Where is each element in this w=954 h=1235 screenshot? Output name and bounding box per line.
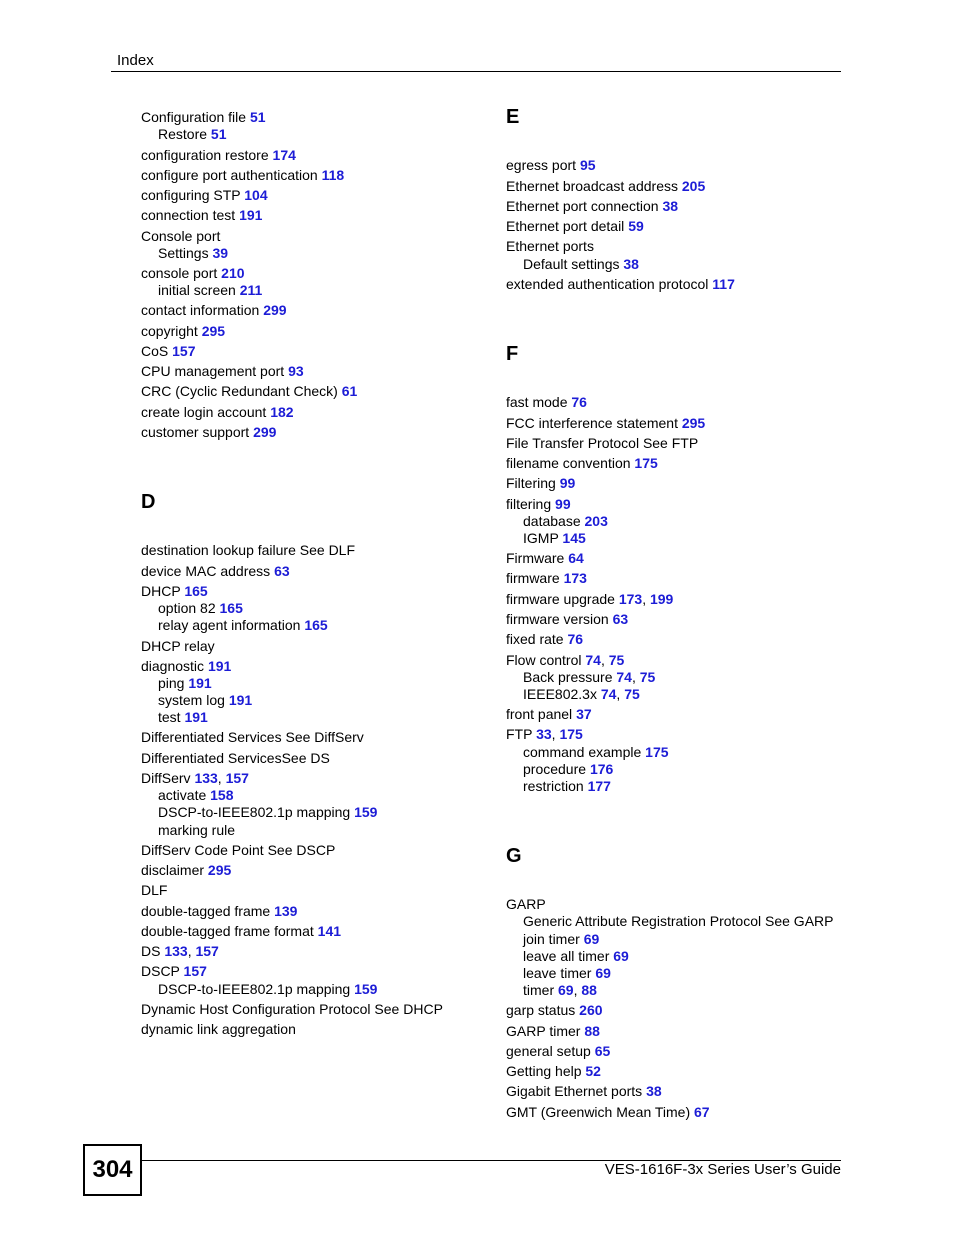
index-entry bbox=[141, 383, 357, 400]
index-entry bbox=[141, 658, 231, 675]
index-term: DSCP-to-IEEE802.1p mapping bbox=[158, 981, 351, 997]
index-entry bbox=[506, 1063, 601, 1080]
index-term: double-tagged frame format bbox=[141, 923, 314, 939]
index-term: Differentiated ServicesSee DS bbox=[141, 750, 330, 766]
index-subentry bbox=[506, 965, 611, 982]
page-link[interactable]: 211 bbox=[239, 282, 263, 298]
index-entry bbox=[141, 109, 266, 126]
index-subentry: timer 69, 88 bbox=[523, 982, 597, 998]
index-term: customer support bbox=[141, 424, 250, 440]
index-term: fixed rate bbox=[506, 631, 564, 647]
index-subentry bbox=[141, 692, 252, 709]
index-term: leave timer bbox=[523, 965, 592, 981]
page-link[interactable]: 67 bbox=[694, 1104, 710, 1120]
index-term: DHCP relay bbox=[141, 638, 215, 654]
index-term: configure port authentication bbox=[141, 167, 318, 183]
index-subentry bbox=[141, 617, 328, 634]
index-term: CoS bbox=[141, 343, 169, 359]
index-term: restriction bbox=[523, 778, 584, 794]
index-term: test bbox=[158, 709, 181, 725]
page-link[interactable]: 75 bbox=[624, 686, 640, 702]
index-term: timer bbox=[523, 982, 555, 998]
page-link[interactable]: 157 bbox=[225, 770, 249, 786]
index-entry bbox=[141, 729, 364, 746]
index-term: initial screen bbox=[158, 282, 236, 298]
index-entry bbox=[506, 706, 592, 723]
index-subentry bbox=[141, 709, 208, 726]
index-term: front panel bbox=[506, 706, 573, 722]
page-link[interactable]: 69 bbox=[613, 948, 629, 964]
page-link[interactable]: 157 bbox=[172, 343, 196, 359]
page-link[interactable]: 39 bbox=[212, 245, 229, 261]
page-link[interactable]: 191 bbox=[228, 692, 253, 708]
index-entry bbox=[141, 167, 344, 184]
page-link[interactable]: 74 bbox=[600, 686, 617, 702]
index-term: Firmware bbox=[506, 550, 565, 566]
page-link[interactable]: 133 bbox=[164, 943, 188, 959]
index-term: console port bbox=[141, 265, 218, 281]
page-link[interactable]: 175 bbox=[634, 455, 658, 471]
index-entry bbox=[506, 631, 583, 648]
index-entry bbox=[506, 896, 546, 913]
page-link[interactable]: 165 bbox=[304, 617, 328, 633]
index-term: activate bbox=[158, 787, 207, 803]
index-entry: Flow control 74, 75 bbox=[506, 652, 625, 668]
page-number: 304 bbox=[83, 1144, 142, 1196]
page-link[interactable]: 177 bbox=[587, 778, 611, 794]
page-link[interactable]: 64 bbox=[568, 550, 584, 566]
index-entry bbox=[506, 276, 735, 293]
page-link[interactable]: 63 bbox=[612, 611, 629, 627]
index-term: Settings bbox=[158, 245, 209, 261]
index-term: Default settings bbox=[523, 256, 620, 272]
index-entry bbox=[506, 394, 587, 411]
index-term: relay agent information bbox=[158, 617, 301, 633]
index-subentry bbox=[141, 981, 377, 998]
index-entry bbox=[506, 157, 596, 174]
index-term: database bbox=[523, 513, 581, 529]
page-link[interactable]: 295 bbox=[681, 415, 706, 431]
index-term: double-tagged frame bbox=[141, 903, 271, 919]
index-term: Ethernet port detail bbox=[506, 218, 625, 234]
page-link[interactable]: 95 bbox=[579, 157, 596, 173]
page-link[interactable]: 299 bbox=[263, 302, 287, 318]
index-term: Generic Attribute Registration Protocol See GARP bbox=[523, 913, 834, 929]
page-link[interactable]: 33 bbox=[536, 726, 552, 742]
index-term: create login account bbox=[141, 404, 267, 420]
index-subentry: Back pressure 74, 75 bbox=[523, 669, 656, 685]
index-term: diagnostic bbox=[141, 658, 205, 674]
index-term: filtering bbox=[506, 496, 552, 512]
index-entry bbox=[141, 207, 262, 224]
index-term: CRC (Cyclic Redundant Check) bbox=[141, 383, 338, 399]
index-subentry bbox=[141, 282, 262, 299]
index-entry bbox=[141, 903, 297, 920]
index-term: GARP timer bbox=[506, 1023, 581, 1039]
page-link[interactable]: 199 bbox=[649, 591, 674, 607]
index-entry bbox=[141, 343, 195, 360]
index-term: device MAC address bbox=[141, 563, 271, 579]
index-subentry bbox=[506, 256, 639, 273]
index-subentry bbox=[506, 744, 669, 761]
index-term: leave all timer bbox=[523, 948, 610, 964]
index-term: File Transfer Protocol See FTP bbox=[506, 435, 699, 451]
index-term: configuration restore bbox=[141, 147, 269, 163]
index-entry: DS 133, 157 bbox=[141, 943, 219, 959]
index-entry bbox=[141, 882, 167, 899]
page-link[interactable]: 65 bbox=[594, 1043, 611, 1059]
index-term: Console port bbox=[141, 228, 221, 244]
index-entry bbox=[141, 1021, 296, 1038]
page-link[interactable]: 88 bbox=[584, 1023, 600, 1039]
index-term: contact information bbox=[141, 302, 260, 318]
index-term: Ethernet port connection bbox=[506, 198, 659, 214]
index-entry bbox=[141, 750, 330, 767]
index-term: extended authentication protocol bbox=[506, 276, 709, 292]
page-link[interactable]: 191 bbox=[188, 675, 212, 691]
page-link[interactable]: 175 bbox=[559, 726, 583, 742]
page-link[interactable]: 52 bbox=[585, 1063, 601, 1079]
page-header-title: Index bbox=[117, 52, 154, 69]
page-link[interactable]: 182 bbox=[270, 404, 294, 420]
index-entry bbox=[141, 323, 225, 340]
page-link[interactable]: 99 bbox=[559, 475, 576, 491]
page-link[interactable]: 175 bbox=[645, 744, 669, 760]
index-entry bbox=[141, 228, 220, 245]
header-rule bbox=[111, 71, 841, 72]
index-entry bbox=[506, 1083, 662, 1100]
index-subentry bbox=[141, 787, 234, 804]
index-term: Ethernet broadcast address bbox=[506, 178, 678, 194]
index-term: dynamic link aggregation bbox=[141, 1021, 296, 1037]
index-entry bbox=[506, 611, 628, 628]
index-term: Getting help bbox=[506, 1063, 582, 1079]
index-term: Dynamic Host Configuration Protocol See DHCP bbox=[141, 1001, 443, 1017]
page-link[interactable]: 260 bbox=[579, 1002, 603, 1018]
page-link[interactable]: 157 bbox=[183, 963, 207, 979]
index-term: IGMP bbox=[523, 530, 559, 546]
index-entry bbox=[506, 570, 587, 587]
index-term: procedure bbox=[523, 761, 587, 777]
index-term: configuring STP bbox=[141, 187, 241, 203]
page-link[interactable]: 37 bbox=[576, 706, 592, 722]
index-entry bbox=[141, 1001, 443, 1018]
index-entry bbox=[141, 842, 335, 859]
page-link[interactable]: 173 bbox=[618, 591, 643, 607]
page-link[interactable]: 118 bbox=[321, 167, 345, 183]
index-term: DSCP bbox=[141, 963, 180, 979]
index-entry bbox=[506, 238, 594, 255]
index-term: command example bbox=[523, 744, 642, 760]
index-term: Differentiated Services See DiffServ bbox=[141, 729, 364, 745]
index-term: egress port bbox=[506, 157, 577, 173]
page-link[interactable]: 38 bbox=[662, 198, 679, 214]
page-link[interactable]: 69 bbox=[558, 982, 574, 998]
page-link[interactable]: 141 bbox=[317, 923, 342, 939]
index-subentry bbox=[141, 126, 227, 143]
index-entry bbox=[141, 563, 290, 580]
index-term: DS bbox=[141, 943, 161, 959]
page-link[interactable]: 295 bbox=[207, 862, 232, 878]
page-link[interactable]: 210 bbox=[221, 265, 245, 281]
page-link[interactable]: 88 bbox=[581, 982, 597, 998]
index-term: firmware upgrade bbox=[506, 591, 615, 607]
index-subentry bbox=[506, 530, 586, 547]
page-link[interactable]: 51 bbox=[210, 126, 227, 142]
page-link[interactable]: 157 bbox=[195, 943, 219, 959]
index-term: CPU management port bbox=[141, 363, 285, 379]
index-entry bbox=[506, 455, 658, 472]
index-term: disclaimer bbox=[141, 862, 205, 878]
index-entry bbox=[506, 1002, 603, 1019]
index-entry bbox=[506, 475, 575, 492]
index-term: option 82 bbox=[158, 600, 216, 616]
page-link[interactable]: 117 bbox=[712, 276, 735, 292]
section-letter: F bbox=[506, 343, 519, 365]
index-entry bbox=[506, 1023, 600, 1040]
page-link[interactable]: 191 bbox=[239, 207, 263, 223]
index-term: DLF bbox=[141, 882, 168, 898]
index-term: Configuration file bbox=[141, 109, 247, 125]
page-link[interactable]: 38 bbox=[646, 1083, 662, 1099]
index-term: firmware version bbox=[506, 611, 609, 627]
page-link[interactable]: 165 bbox=[219, 600, 243, 616]
index-entry bbox=[506, 415, 705, 432]
index-subentry bbox=[141, 245, 228, 262]
index-term: general setup bbox=[506, 1043, 591, 1059]
index-entry bbox=[506, 1104, 710, 1121]
index-entry bbox=[506, 1043, 610, 1060]
index-entry bbox=[141, 302, 287, 319]
index-entry: FTP 33, 175 bbox=[506, 726, 583, 742]
page-link[interactable]: 74 bbox=[585, 652, 601, 668]
index-entry bbox=[506, 496, 571, 513]
page-link[interactable]: 99 bbox=[555, 496, 571, 512]
index-term: Gigabit Ethernet ports bbox=[506, 1083, 643, 1099]
index-term: filename convention bbox=[506, 455, 631, 471]
page-link[interactable]: 145 bbox=[562, 530, 586, 546]
index-term: copyright bbox=[141, 323, 198, 339]
index-entry bbox=[141, 187, 268, 204]
index-entry bbox=[141, 424, 276, 441]
index-term: Restore bbox=[158, 126, 208, 142]
index-subentry bbox=[506, 931, 599, 948]
index-term: GMT (Greenwich Mean Time) bbox=[506, 1104, 691, 1120]
index-entry bbox=[506, 218, 644, 235]
guide-title: VES-1616F-3x Series User’s Guide bbox=[604, 1161, 841, 1178]
index-entry: firmware upgrade 173, 199 bbox=[506, 591, 674, 607]
index-subentry bbox=[141, 600, 243, 617]
index-entry bbox=[141, 963, 207, 980]
section-letter: E bbox=[506, 106, 520, 128]
index-term: DiffServ Code Point See DSCP bbox=[141, 842, 336, 858]
page-link[interactable]: 133 bbox=[194, 770, 218, 786]
index-entry bbox=[141, 404, 294, 421]
index-entry bbox=[141, 147, 296, 164]
page-link[interactable]: 63 bbox=[274, 563, 290, 579]
index-term: IEEE802.3x bbox=[523, 686, 597, 702]
index-subentry bbox=[506, 913, 833, 930]
index-subentry bbox=[141, 804, 377, 821]
page-link[interactable]: 38 bbox=[623, 256, 639, 272]
index-term: fast mode bbox=[506, 394, 568, 410]
index-term: firmware bbox=[506, 570, 560, 586]
page-link[interactable]: 159 bbox=[354, 804, 378, 820]
index-term: GARP bbox=[506, 896, 546, 912]
index-term: Back pressure bbox=[523, 669, 613, 685]
index-term: DSCP-to-IEEE802.1p mapping bbox=[158, 804, 351, 820]
index-term: system log bbox=[158, 692, 225, 708]
index-subentry bbox=[506, 778, 611, 795]
index-entry bbox=[141, 265, 245, 282]
index-subentry bbox=[506, 761, 613, 778]
index-term: FTP bbox=[506, 726, 533, 742]
page-link[interactable]: 76 bbox=[571, 394, 587, 410]
index-term: Flow control bbox=[506, 652, 582, 668]
page-link[interactable]: 104 bbox=[244, 187, 268, 203]
page-link[interactable]: 75 bbox=[608, 652, 625, 668]
page-link[interactable]: 69 bbox=[583, 931, 600, 947]
page-link[interactable]: 61 bbox=[341, 383, 358, 399]
index-term: ping bbox=[158, 675, 185, 691]
index-term: marking rule bbox=[158, 822, 236, 838]
page-link[interactable]: 191 bbox=[184, 709, 208, 725]
page-link[interactable]: 75 bbox=[639, 669, 656, 685]
page-link[interactable]: 295 bbox=[201, 323, 226, 339]
page-link[interactable]: 59 bbox=[628, 218, 644, 234]
page-link[interactable]: 205 bbox=[681, 178, 706, 194]
index-subentry: IEEE802.3x 74, 75 bbox=[523, 686, 640, 702]
page-link[interactable]: 191 bbox=[207, 658, 232, 674]
page-link[interactable]: 159 bbox=[354, 981, 378, 997]
index-entry bbox=[506, 550, 584, 567]
page-link[interactable]: 203 bbox=[584, 513, 608, 529]
page-link[interactable]: 93 bbox=[288, 363, 304, 379]
page-link[interactable]: 51 bbox=[249, 109, 266, 125]
index-entry bbox=[141, 923, 341, 940]
index-term: destination lookup failure See DLF bbox=[141, 542, 356, 558]
index-entry bbox=[141, 862, 231, 879]
index-subentry bbox=[141, 822, 235, 839]
page-link[interactable]: 176 bbox=[589, 761, 614, 777]
index-term: Filtering bbox=[506, 475, 556, 491]
section-letter: D bbox=[141, 491, 156, 513]
index-term: DHCP bbox=[141, 583, 181, 599]
index-entry bbox=[141, 638, 215, 655]
index-entry bbox=[506, 198, 678, 215]
index-term: connection test bbox=[141, 207, 236, 223]
index-entry bbox=[506, 178, 705, 195]
index-entry bbox=[141, 363, 304, 380]
index-subentry bbox=[141, 675, 212, 692]
index-term: garp status bbox=[506, 1002, 576, 1018]
page-link[interactable]: 174 bbox=[272, 147, 296, 163]
index-entry bbox=[506, 435, 698, 452]
index-term: FCC interference statement bbox=[506, 415, 678, 431]
index-entry bbox=[141, 542, 355, 559]
section-letter: G bbox=[506, 845, 522, 867]
index-term: DiffServ bbox=[141, 770, 191, 786]
index-subentry bbox=[506, 513, 608, 530]
index-term: Ethernet ports bbox=[506, 238, 594, 254]
page-link[interactable]: 74 bbox=[616, 669, 632, 685]
index-entry: DiffServ 133, 157 bbox=[141, 770, 249, 786]
page-link[interactable]: 158 bbox=[210, 787, 234, 803]
page-link[interactable]: 76 bbox=[567, 631, 584, 647]
index-term: join timer bbox=[523, 931, 580, 947]
page-link[interactable]: 173 bbox=[563, 570, 587, 586]
page-link[interactable]: 299 bbox=[253, 424, 277, 440]
index-subentry bbox=[506, 948, 629, 965]
page-link[interactable]: 165 bbox=[184, 583, 208, 599]
index-entry bbox=[141, 583, 208, 600]
page-link[interactable]: 139 bbox=[274, 903, 298, 919]
page-link[interactable]: 69 bbox=[595, 965, 611, 981]
